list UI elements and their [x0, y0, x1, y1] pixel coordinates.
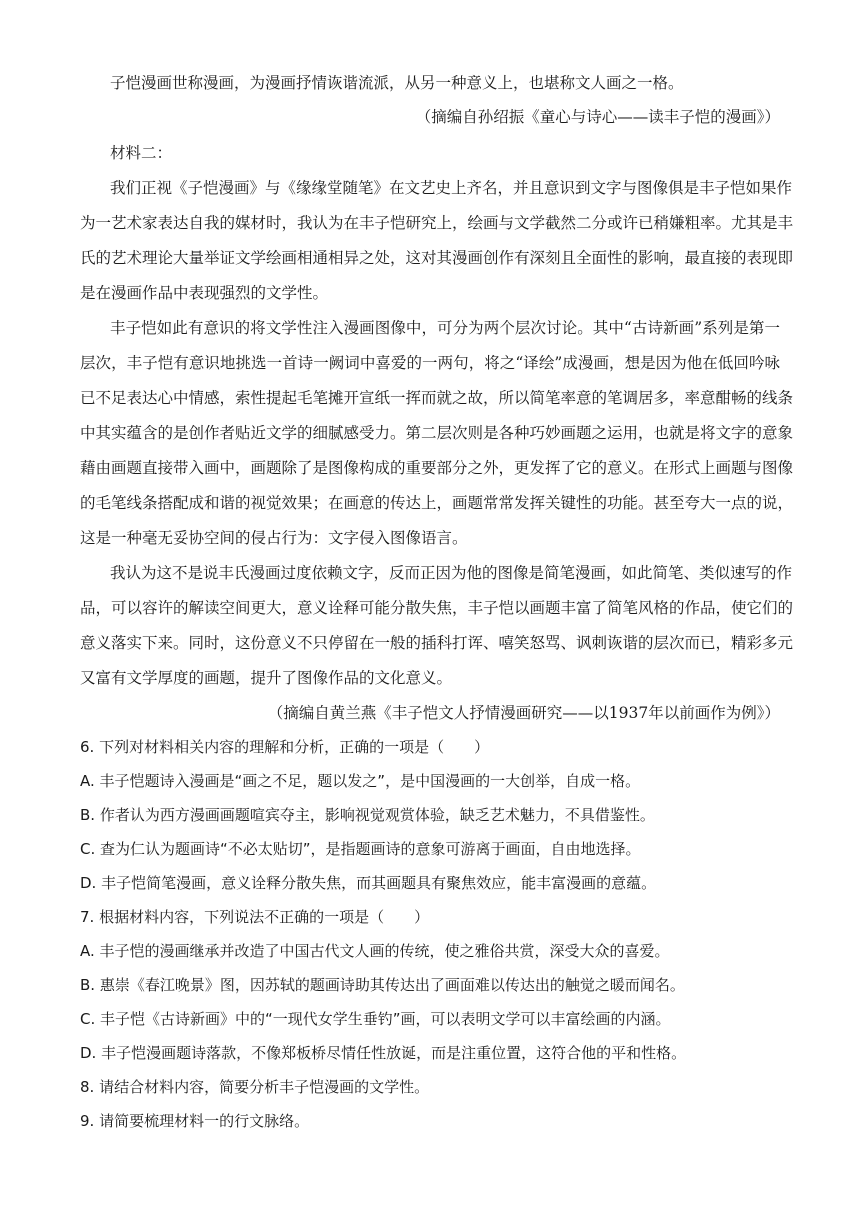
option-6a: A. 丰子恺题诗入漫画是“画之不足，题以发之”，是中国漫画的一大创举，自成一格。 [80, 772, 641, 790]
option-6c: C. 查为仁认为题画诗“不必太贴切”，是指题画诗的意象可游离于画面，自由地选择。 [80, 840, 641, 858]
option-7c: C. 丰子恺《古诗新画》中的“一现代女学生垂钓”画，可以表明文学可以丰富绘画的内涵。 [80, 1010, 671, 1028]
paragraph-line: 这是一种毫无妥协空间的侵占行为：文字侵入图像语言。 [80, 529, 468, 547]
paragraph-line: 是在漫画作品中表现强烈的文学性。 [80, 284, 329, 302]
option-6d: D. 丰子恺简笔漫画，意义诠释分散失焦，而其画题具有聚焦效应，能丰富漫画的意蕴。 [80, 874, 657, 892]
question-7: 7. 根据材料内容，下列说法不正确的一项是（ ） [80, 908, 430, 926]
paragraph-line: 意义落实下来。同时，这份意义不只停留在一般的插科打诨、嘻笑怒骂、讽刺诙谐的层次而已，精彩多元 [80, 634, 794, 652]
option-7d: D. 丰子恺漫画题诗落款，不像郑板桥尽情任性放诞，而是注重位置，这符合他的平和性格。 [80, 1044, 687, 1062]
paragraph-line: 丰子恺如此有意识的将文学性注入漫画图像中，可分为两个层次讨论。其中“古诗新画”系列是第一 [110, 319, 780, 337]
option-6b: B. 作者认为西方漫画画题喧宾夺主，影响视觉观赏体验，缺乏艺术魅力，不具借鉴性。 [80, 806, 655, 824]
material2-source: （摘编自黄兰燕《丰子恺文人抒情漫画研究——以1937年以前画作为例》） [267, 704, 780, 722]
paragraph-line: 我认为这不是说丰氏漫画过度依赖文字，反而正因为他的图像是简笔漫画，如此简笔、类似速写的作 [110, 564, 793, 582]
option-7a: A. 丰子恺的漫画继承并改造了中国古代文人画的传统，使之雅俗共赏，深受大众的喜爱。 [80, 942, 670, 960]
paragraph-line: 为一艺术家表达自我的媒材时，我认为在丰子恺研究上，绘画与文学截然二分或许已稍嫌粗率。尤其是丰 [80, 214, 794, 232]
paragraph-line: 已不足表达心中情感，索性提起毛笔摊开宣纸一挥而就之故，所以简笔率意的笔调居多，率意酣畅的线条 [80, 389, 794, 407]
paragraph-line: 又富有文学厚度的画题，提升了图像作品的文化意义。 [80, 669, 453, 687]
paragraph-line: 我们正视《子恺漫画》与《缘缘堂随笔》在文艺史上齐名，并且意识到文字与图像俱是丰子恺如果作 [110, 179, 793, 197]
paragraph-line: 层次，丰子恺有意识地挑选一首诗一阙词中喜爱的一两句，将之“译绘”成漫画，想是因为他在低回吟咏 [80, 354, 780, 372]
paragraph-line: 中其实蕴含的是创作者贴近文学的细腻感受力。第二层次则是各种巧妙画题之运用，也就是将文字的意象 [80, 424, 794, 442]
material1-source: （摘编自孙绍振《童心与诗心——读丰子恺的漫画》） [415, 108, 780, 126]
paragraph-line: 藉由画题直接带入画中，画题除了是图像构成的重要部分之外，更发挥了它的意义。在形式上画题与图像 [80, 459, 794, 477]
option-7b: B. 惠崇《春江晚景》图，因苏轼的题画诗助其传达出了画面难以传达出的触觉之暖而闻名。 [80, 976, 685, 994]
paragraph-line: 品，可以容许的解读空间更大，意义诠释可能分散失焦，丰子恺以画题丰富了简笔风格的作品，使它们的 [80, 599, 794, 617]
question-9: 9. 请简要梳理材料一的行文脉络。 [80, 1112, 310, 1130]
question-6: 6. 下列对材料相关内容的理解和分析，正确的一项是（ ） [80, 738, 490, 756]
paragraph-line: 氏的艺术理论大量举证文学绘画相通相异之处，这对其漫画创作有深刻且全面性的影响，最直接的表现即 [80, 249, 794, 267]
material2-heading: 材料二： [110, 144, 173, 162]
paragraph-line: 的毛笔线条搭配成和谐的视觉效果；在画意的传达上，画题常常发挥关键性的功能。甚至夸大一点的说， [80, 494, 794, 512]
question-8: 8. 请结合材料内容，简要分析丰子恺漫画的文学性。 [80, 1078, 430, 1096]
material1-last-line: 子恺漫画世称漫画，为漫画抒情诙谐流派，从另一种意义上，也堪称文人画之一格。 [110, 74, 684, 92]
